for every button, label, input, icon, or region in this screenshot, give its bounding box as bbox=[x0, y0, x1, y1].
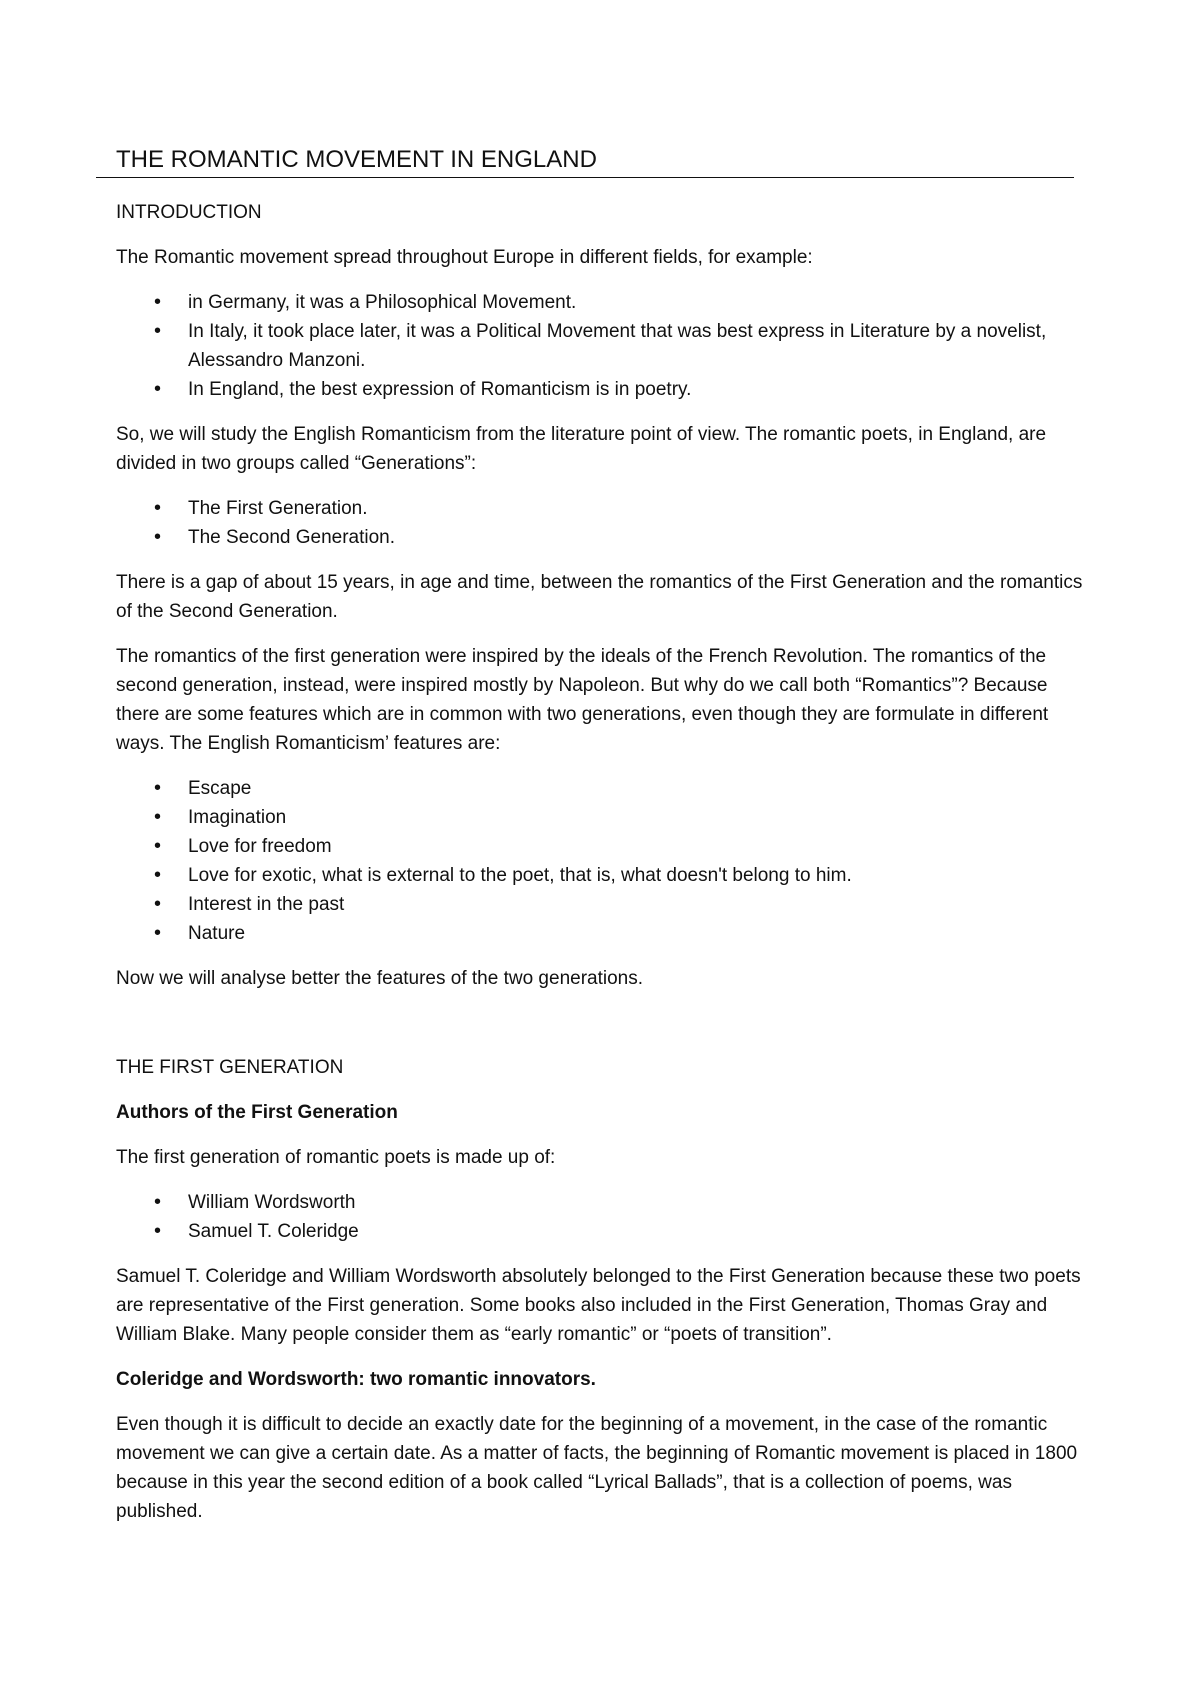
intro-paragraph-2: So, we will study the English Romanticism from the literature point of view. The romantic poets, in England, are divided in two groups called “Generations”: bbox=[116, 424, 1047, 474]
authors-subheading: Authors of the First Generation bbox=[116, 1102, 398, 1123]
list-item: • The Second Generation. bbox=[116, 523, 1086, 552]
list-item: • In Italy, it took place later, it was a Political Movement that was best express in Literature by a novelist, Alessandro Manzoni. bbox=[116, 317, 1086, 375]
document-title: THE ROMANTIC MOVEMENT IN ENGLAND bbox=[96, 143, 1074, 178]
countries-list bbox=[116, 288, 1086, 404]
intro-paragraph-4: The romantics of the first generation were inspired by the ideals of the French Revolution. The romantics of the second generation, instead, were inspired mostly by Napoleon. But why do we call both “Romantics”? Because there are some features which are in common with two generations, even though they are formulate in different ways. The English Romanticism’ features are: bbox=[116, 646, 1049, 754]
list-item: • Love for freedom bbox=[116, 832, 1086, 861]
list-item: • Imagination bbox=[116, 803, 1086, 832]
intro-paragraph-1: The Romantic movement spread throughout Europe in different fields, for example: bbox=[116, 247, 813, 268]
list-item: • Samuel T. Coleridge bbox=[116, 1217, 1086, 1246]
intro-paragraph-5: Now we will analyse better the features of the two generations. bbox=[116, 968, 644, 989]
document-body bbox=[116, 198, 1086, 1542]
list-item: • in Germany, it was a Philosophical Movement. bbox=[116, 288, 1086, 317]
list-item: • Love for exotic, what is external to the poet, that is, what doesn't belong to him. bbox=[116, 861, 1086, 890]
intro-heading: INTRODUCTION bbox=[116, 202, 262, 223]
generations-list bbox=[116, 494, 1086, 552]
section-spacer bbox=[116, 1009, 1086, 1053]
list-item: • The First Generation. bbox=[116, 494, 1086, 523]
list-item: • Interest in the past bbox=[116, 890, 1086, 919]
list-item: • Nature bbox=[116, 919, 1086, 948]
authors-list bbox=[116, 1188, 1086, 1246]
first-generation-heading: THE FIRST GENERATION bbox=[116, 1057, 344, 1078]
first-gen-paragraph-2: Samuel T. Coleridge and William Wordsworth absolutely belonged to the First Generation because these two poets are representative of the First generation. Some books also included in the First Generation, Thomas Gray and William Blake. Many people consider them as “early romantic” or “poets of transition”. bbox=[116, 1266, 1081, 1345]
innovators-subheading: Coleridge and Wordsworth: two romantic innovators. bbox=[116, 1369, 596, 1390]
list-item: • William Wordsworth bbox=[116, 1188, 1086, 1217]
first-gen-paragraph-1: The first generation of romantic poets is made up of: bbox=[116, 1147, 556, 1168]
intro-paragraph-3: There is a gap of about 15 years, in age and time, between the romantics of the First Generation and the romantics of the Second Generation. bbox=[116, 572, 1083, 622]
list-item: • Escape bbox=[116, 774, 1086, 803]
first-gen-paragraph-3: Even though it is difficult to decide an exactly date for the beginning of a movement, in the case of the romantic movement we can give a certain date. As a matter of facts, the beginning of Romantic movement is placed in 1800 because in this year the second edition of a book called “Lyrical Ballads”, that is a collection of poems, was published. bbox=[116, 1414, 1078, 1522]
list-item: • In England, the best expression of Romanticism is in poetry. bbox=[116, 375, 1086, 404]
features-list bbox=[116, 774, 1086, 948]
